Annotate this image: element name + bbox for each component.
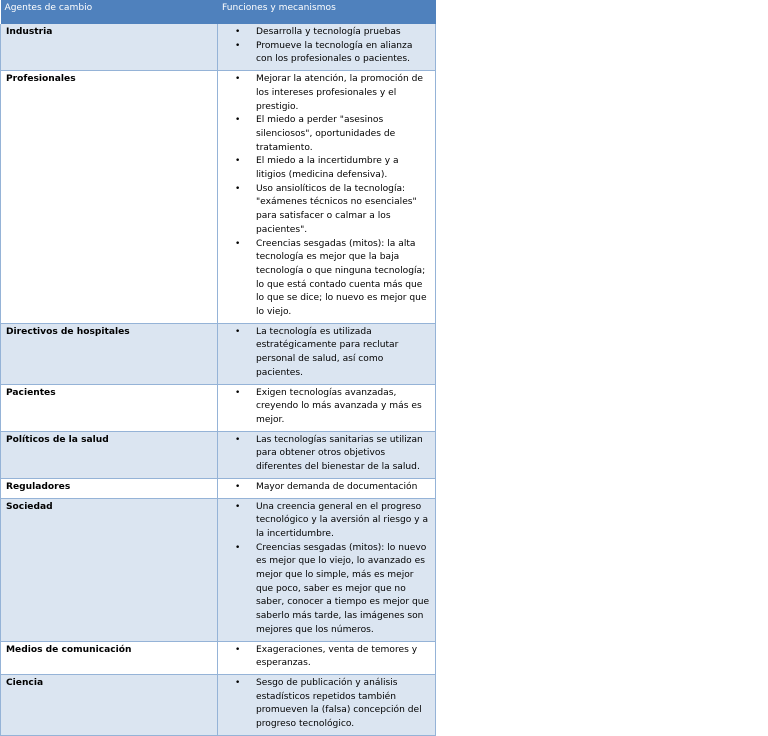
bullet-icon: • — [235, 501, 241, 512]
agent-name: Ciencia — [1, 674, 218, 735]
list-item-text: Uso ansiolíticos de la tecnología: "exámenes técnicos no esenciales" para satisfacer o calmar a los pacientes". — [256, 183, 417, 235]
functions-cell — [218, 674, 436, 735]
list-item-text: Mayor demanda de documentación — [256, 481, 418, 492]
bullet-icon: • — [235, 481, 241, 492]
functions-cell — [218, 478, 436, 498]
list-item-text: La tecnología es utilizada estratégicamente para reclutar personal de salud, así como pacientes. — [256, 326, 399, 378]
agent-name: Profesionales — [1, 71, 218, 324]
bullet-icon: • — [235, 644, 241, 655]
functions-list — [223, 387, 431, 428]
bullet-icon: • — [235, 183, 241, 194]
functions-list — [223, 434, 431, 475]
functions-cell — [218, 24, 436, 71]
list-item — [223, 677, 431, 732]
agent-name: Industria — [1, 24, 218, 71]
list-item-text: Las tecnologías sanitarias se utilizan para obtener otros objetivos diferentes del bienestar de la salud. — [256, 434, 423, 473]
functions-list — [223, 644, 431, 671]
functions-list — [223, 26, 431, 67]
functions-list — [223, 481, 431, 495]
list-item — [223, 26, 431, 40]
agent-name: Directivos de hospitales — [1, 323, 218, 384]
list-item — [223, 644, 431, 671]
table-row — [1, 384, 436, 431]
functions-list — [223, 326, 431, 381]
functions-cell — [218, 323, 436, 384]
list-item-text: El miedo a la incertidumbre y a litigios (medicina defensiva). — [256, 156, 399, 181]
functions-cell — [218, 71, 436, 324]
bullet-icon: • — [235, 677, 241, 688]
functions-list — [223, 73, 431, 320]
list-item — [223, 387, 431, 428]
bullet-icon: • — [235, 74, 241, 85]
bullet-icon: • — [235, 542, 241, 553]
header-row — [1, 0, 436, 24]
agent-name: Sociedad — [1, 498, 218, 641]
list-item-text: El miedo a perder "asesinos silenciosos", oportunidades de tratamiento. — [256, 115, 396, 153]
table-row — [1, 71, 436, 324]
functions-cell — [218, 498, 436, 641]
table-row — [1, 641, 436, 674]
list-item-text: Creencias sesgadas (mitos): la alta tecnología es mejor que la baja tecnología o que ninguna tecnología; lo que está contado cuenta más que lo que se dice; lo nuevo es mejor que lo viejo. — [256, 238, 427, 318]
list-item-text: Exigen tecnologías avanzadas, creyendo lo más avanzada y más es mejor. — [256, 387, 422, 425]
bullet-icon: • — [235, 156, 241, 167]
list-item — [223, 481, 431, 495]
list-item — [223, 326, 431, 381]
agent-name: Reguladores — [1, 478, 218, 498]
agent-name: Políticos de la salud — [1, 431, 218, 478]
table-row — [1, 24, 436, 71]
bullet-icon: • — [235, 434, 241, 445]
table-row — [1, 431, 436, 478]
table-row — [1, 323, 436, 384]
header-agents: Agentes de cambio — [1, 0, 218, 24]
bullet-icon: • — [235, 238, 241, 249]
list-item-text: Exageraciones, venta de temores y esperanzas. — [256, 644, 418, 669]
list-item — [223, 155, 431, 182]
functions-list — [223, 501, 431, 638]
list-item — [223, 73, 431, 114]
list-item — [223, 40, 431, 67]
list-item-text: Una creencia general en el progreso tecnológico y la aversión al riesgo y a la incertidumbre. — [256, 501, 429, 539]
functions-list — [223, 677, 431, 732]
list-item — [223, 501, 431, 542]
list-item — [223, 542, 431, 638]
list-item-text: Mejorar la atención, la promoción de los intereses profesionales y el prestigio. — [256, 74, 423, 112]
table-row — [1, 498, 436, 641]
bullet-icon: • — [235, 27, 241, 37]
functions-cell — [218, 641, 436, 674]
list-item-text: Desarrolla y tecnología pruebas — [256, 27, 401, 37]
list-item-text: Creencias sesgadas (mitos): lo nuevo es mejor que lo viejo, lo avanzado es mejor que lo simple, más es mejor que poco, saber es mejor que no saber, conocer a tiempo es mejor que saberlo más tarde, las imágenes son mejores que los números. — [256, 542, 430, 635]
table-row — [1, 674, 436, 735]
functions-cell — [218, 384, 436, 431]
list-item — [223, 434, 431, 475]
list-item — [223, 238, 431, 320]
list-item — [223, 114, 431, 155]
agent-name: Pacientes — [1, 384, 218, 431]
header-functions: Funciones y mecanismos — [218, 0, 436, 24]
bullet-icon: • — [235, 387, 241, 398]
list-item-text: Promueve la tecnología en alianza con los profesionales o pacientes. — [256, 40, 413, 65]
bullet-icon: • — [235, 115, 241, 126]
list-item — [223, 183, 431, 238]
agent-name: Medios de comunicación — [1, 641, 218, 674]
table-row — [1, 478, 436, 498]
list-item-text: Sesgo de publicación y análisis estadísticos repetidos también promueven la (falsa) concepción del progreso tecnológico. — [256, 677, 422, 730]
bullet-icon: • — [235, 40, 241, 51]
functions-cell — [218, 431, 436, 478]
bullet-icon: • — [235, 326, 241, 337]
